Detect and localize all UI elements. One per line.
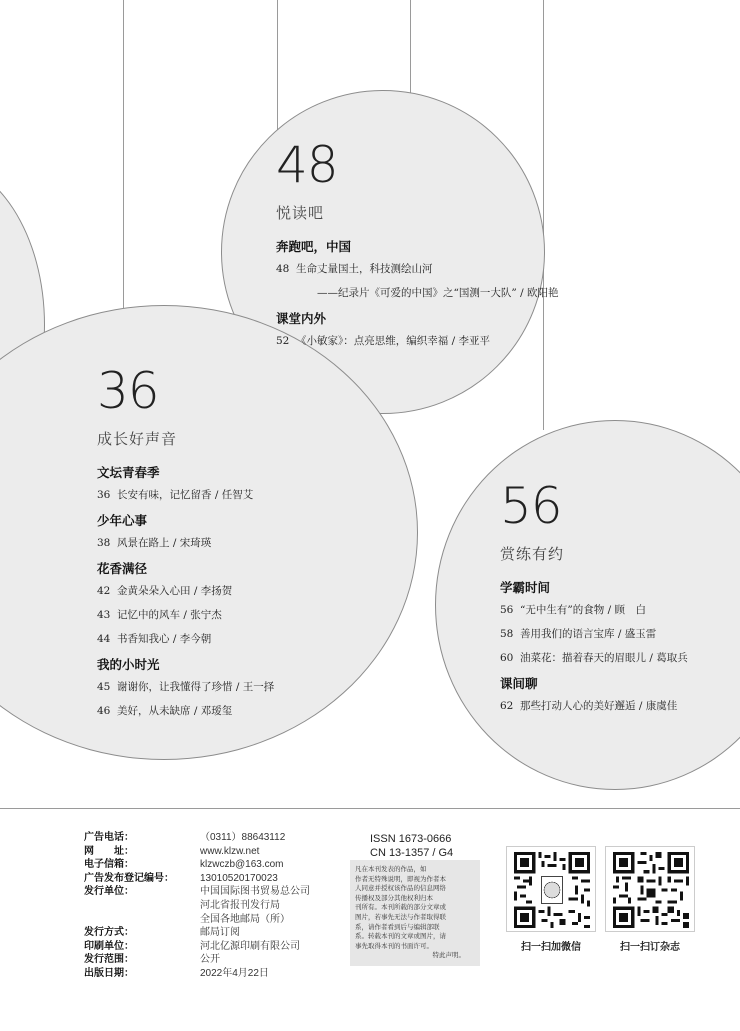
page-number: 56 <box>500 604 514 616</box>
article-title: 《小敏家》：点亮思维，编织幸福 / 李亚平 <box>296 335 490 347</box>
subscribe-qr-code[interactable] <box>605 846 695 932</box>
column-heading: 少年心事 <box>97 513 148 528</box>
qr-code-icon <box>514 852 590 928</box>
article-title: 善用我们的语言宝库 / 盛玉雷 <box>520 628 657 640</box>
info-value: 河北省报刊发行局 <box>200 899 280 911</box>
toc-entry[interactable] <box>97 607 274 622</box>
column-heading: 课间聊 <box>500 676 538 691</box>
section-title: 悦读吧 <box>276 204 325 222</box>
page-number: 36 <box>97 489 111 501</box>
section-number: 56 <box>500 477 562 535</box>
page-number: 58 <box>500 628 514 640</box>
info-row <box>84 953 310 967</box>
wechat-qr-code[interactable] <box>506 846 596 932</box>
article-title: 风景在路上 / 宋琦瑛 <box>117 537 212 549</box>
column-heading: 花香满径 <box>97 561 148 576</box>
page-number: 60 <box>500 652 514 664</box>
info-label: 发行范围： <box>84 954 134 966</box>
page-number: 42 <box>97 585 111 597</box>
page-number: 43 <box>97 609 111 621</box>
toc-entry[interactable] <box>97 703 274 718</box>
info-row <box>84 940 310 954</box>
info-value: 邮局订阅 <box>200 927 240 939</box>
article-title: 长安有味，记忆留香 / 任智艾 <box>117 489 254 501</box>
notice-line: 刊所有。本刊所载的部分文章或 <box>355 903 446 912</box>
column-heading: 奔跑吧，中国 <box>276 239 352 254</box>
info-value: 13010520170023 <box>200 872 278 884</box>
toc-section <box>500 477 688 722</box>
column-heading: 文坛青春季 <box>97 465 160 480</box>
article-subtitle: ——纪录片《可爱的中国》之“国测一大队” / 欧阳艳 <box>317 287 559 299</box>
page-number: 52 <box>276 335 290 347</box>
info-row <box>84 831 310 845</box>
article-title: 那些打动人心的美好邂逅 / 康虞佳 <box>520 700 678 712</box>
notice-line: 凡在本刊发表的作品，如 <box>355 865 427 873</box>
column-heading: 课堂内外 <box>276 311 327 326</box>
toc-entry[interactable] <box>500 602 688 617</box>
toc-entry[interactable] <box>500 626 688 641</box>
info-label: 电子信箱： <box>84 859 134 871</box>
notice-line: 人同意并授权该作品的信息网络 <box>355 884 446 893</box>
article-title: 金黄朵朵入心田 / 李扬贺 <box>117 585 233 597</box>
article-title: 油菜花：描着春天的眉眼儿 / 葛取兵 <box>520 652 688 664</box>
notice-line: 事先取得本刊的书面许可。 <box>355 941 433 950</box>
toc-entry[interactable] <box>97 487 274 502</box>
publication-info <box>84 831 310 981</box>
info-label <box>84 899 200 913</box>
qr-code-icon <box>613 852 689 928</box>
notice-sign: 特此声明。 <box>432 951 465 960</box>
info-label: 发行单位： <box>84 886 134 898</box>
toc-entry[interactable] <box>500 698 688 713</box>
info-label: 广告发布登记编号： <box>84 872 174 884</box>
column-heading: 学霸时间 <box>500 580 551 595</box>
page-number: 48 <box>276 263 290 275</box>
toc-entry[interactable] <box>500 650 688 665</box>
page-number: 62 <box>500 700 514 712</box>
notice-line: 作者无特殊说明，即视为作者本 <box>355 874 446 883</box>
toc-section <box>97 362 275 727</box>
column-heading: 我的小时光 <box>97 657 160 672</box>
toc-entry[interactable] <box>97 583 274 598</box>
divider-line <box>123 0 124 325</box>
toc-entry[interactable] <box>97 679 274 694</box>
page-number: 44 <box>97 633 111 645</box>
website-link[interactable]: www.klzw.net <box>200 845 260 857</box>
info-value: （0311）88643112 <box>200 832 286 843</box>
article-title: 谢谢你，让我懂得了珍惜 / 王一择 <box>117 681 275 693</box>
info-row <box>84 858 310 872</box>
email-link[interactable]: klzwczb@163.com <box>200 859 284 871</box>
wechat-qr-caption: 扫一扫加微信 <box>521 942 581 953</box>
info-row <box>84 872 310 886</box>
page-number: 38 <box>97 537 111 549</box>
article-title: “无中生有”的食物 / 顾 白 <box>520 604 646 616</box>
info-value: 全国各地邮局（所） <box>200 913 290 925</box>
notice-line: 图片，若事先无法与作者取得联 <box>355 912 446 921</box>
cn-number: CN 13-1357 / G4 <box>370 847 454 859</box>
section-title: 赏练有约 <box>500 545 565 563</box>
info-row <box>84 913 310 927</box>
toc-entry[interactable] <box>276 333 558 348</box>
article-title: 书香知我心 / 李今朝 <box>117 633 212 645</box>
section-number: 48 <box>276 136 338 194</box>
notice-line: 系，请作者看到后与编辑部联 <box>355 922 440 931</box>
article-title: 美好，从未缺席 / 邓瑷玺 <box>117 705 233 717</box>
footer-divider <box>0 808 740 809</box>
info-label <box>84 913 200 927</box>
toc-entry-continued <box>276 285 558 300</box>
info-row <box>84 926 310 940</box>
info-row <box>84 845 310 859</box>
info-label: 出版日期： <box>84 967 134 979</box>
info-row <box>84 885 310 899</box>
toc-entry[interactable] <box>97 535 274 550</box>
page-number: 46 <box>97 705 111 717</box>
info-value: 2022年4月22日 <box>200 967 269 979</box>
info-value: 河北亿源印刷有限公司 <box>200 940 300 952</box>
issn-number: ISSN 1673-0666 <box>370 833 452 845</box>
info-label: 印刷单位： <box>84 940 134 952</box>
page-number: 45 <box>97 681 111 693</box>
subscribe-qr-caption: 扫一扫订杂志 <box>620 942 680 953</box>
notice-line: 传播权及部分其他权利归本 <box>355 893 433 902</box>
section-number: 36 <box>97 362 159 420</box>
info-row <box>84 967 310 981</box>
info-label: 网 址： <box>84 845 134 857</box>
toc-entry[interactable] <box>276 261 558 276</box>
divider-line <box>277 0 278 145</box>
info-label: 广告电话： <box>84 832 134 843</box>
section-title: 成长好声音 <box>97 430 178 448</box>
article-title: 记忆中的风车 / 张宁杰 <box>117 609 222 621</box>
toc-section <box>276 136 559 357</box>
info-value: 中国国际图书贸易总公司 <box>200 886 310 898</box>
toc-entry[interactable] <box>97 631 274 646</box>
notice-line: 系。转载本刊的文章或图片，请 <box>355 932 446 941</box>
info-label: 发行方式： <box>84 927 134 939</box>
info-row <box>84 899 310 913</box>
info-value: 公开 <box>200 954 220 966</box>
copyright-notice <box>350 860 480 966</box>
issn-block <box>370 832 453 860</box>
article-title: 生命丈量国土，科技测绘山河 <box>296 263 433 275</box>
